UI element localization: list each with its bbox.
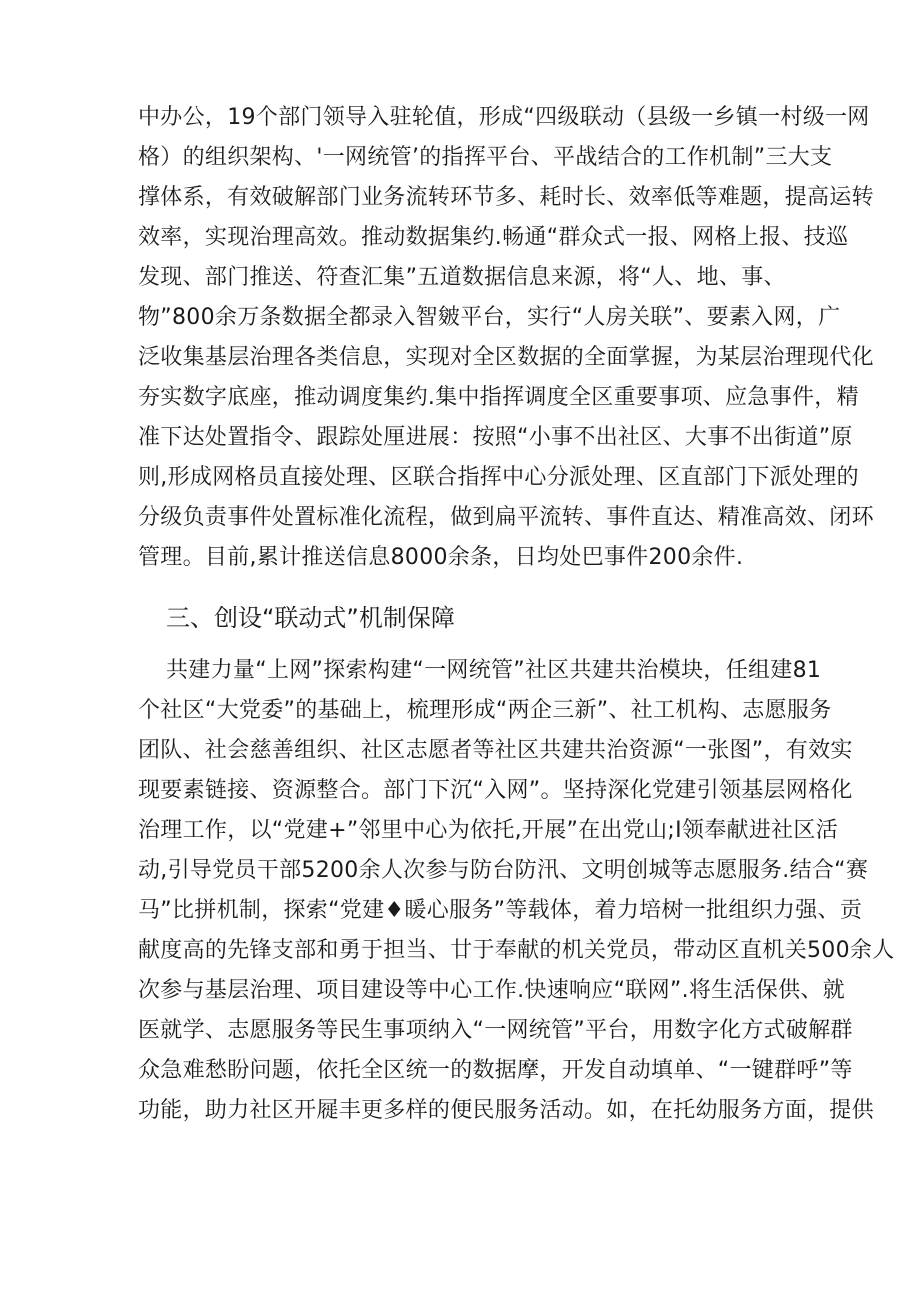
- paragraph-line: 个社区“大党委”的基础上，梳理形成“两企三新”、社工机构、志愿服务: [138, 698, 832, 723]
- paragraph-line: 功能，助力社区开屣丰更多样的便民服务活动。如，在托幼服务方面，提供: [138, 1098, 874, 1123]
- paragraph-line: 马”比拼机制，探索“党建♦暖心服务”等载体，着力培树一批组织力强、贡: [138, 898, 863, 923]
- paragraph-line: 现要素链接、资源整合。部门下沉“入网”。坚持深化党建引领基层网格化: [138, 778, 853, 803]
- paragraph-line: 物”800余万条数据全都录入智皴平台，实行“人房关联”、要素入网，广: [138, 305, 841, 330]
- paragraph-line: 医就学、志愿服务等民生事项纳入“一网统管”平台，用数字化方式破解群: [138, 1018, 853, 1043]
- paragraph-line: 共建力量“上网”探索构建“一网统管”社区共建共治模块，任组建81: [166, 658, 822, 683]
- paragraph-line: 准下达处置指令、跟踪处厘进展：按照“小事不出社区、大事不出街道”原: [138, 425, 853, 450]
- paragraph-line: 众急难愁盼问题，依托全区统一的数据摩，开发自动填单、“一键群呼”等: [138, 1058, 853, 1083]
- paragraph-line: 夯实数字底座，推动调度集约.集中指挥调度全区重要事项、应急事件，精: [138, 385, 859, 410]
- paragraph-line: 治理工作，以“党建+”邻里中心为依托,开展”在出党山;I领奉献进社区活: [138, 818, 839, 843]
- paragraph-line: 则,形成网格员直接处理、区联合指挥中心分派处理、区直部门下派处理的: [138, 465, 859, 490]
- paragraph-line: 撑体系，有效破解部门业务流转环节多、耗时长、效率低等难题，提高运转: [138, 185, 874, 210]
- paragraph-line: 献度高的先锋支部和勇于担当、廿于奉献的机关党员，带动区直机关500余人: [138, 938, 895, 963]
- paragraph-line: 管理。目前,累计推送信息8000余条，日均处巴事件200余件.: [138, 545, 744, 570]
- paragraph-line: 发现、部门推送、符查汇集”五道数据信息来源，将“人、地、事、: [138, 265, 786, 290]
- paragraph-line: 动,引导党员干部5200余人次参与防台防汛、文明创城等志愿服务.结合“赛: [138, 858, 869, 883]
- paragraph-line: 格）的组织架构、'一网统管’的指挥平台、平战结合的工作机制”三大支: [138, 145, 833, 170]
- paragraph-line: 分级负责事件处置标准化流程，做到扁平流转、事件直达、精准高效、闭环: [138, 505, 874, 530]
- paragraph-line: 团队、社会慈善组织、社区志愿者等社区共建共治资源“一张图”，有效实: [138, 738, 853, 763]
- section-heading: 三、创设“联动式”机制保障: [166, 604, 455, 632]
- paragraph-line: 效率，实现治理高效。推动数据集约.畅通“群众式一报、网格上报、技巡: [138, 225, 849, 250]
- paragraph-line: 次参与基层治理、项目建设等中心工作.快速响应“联网”.将生活保供、就: [138, 978, 845, 1003]
- paragraph-line: 泛收集基层治理各类信息，实现对全区数据的全面掌握，为某层治理现代化: [138, 345, 874, 370]
- paragraph-line: 中办公，19个部门领导入驻轮值，形成“四级联动（县级一乡镇一村级一网: [138, 105, 870, 130]
